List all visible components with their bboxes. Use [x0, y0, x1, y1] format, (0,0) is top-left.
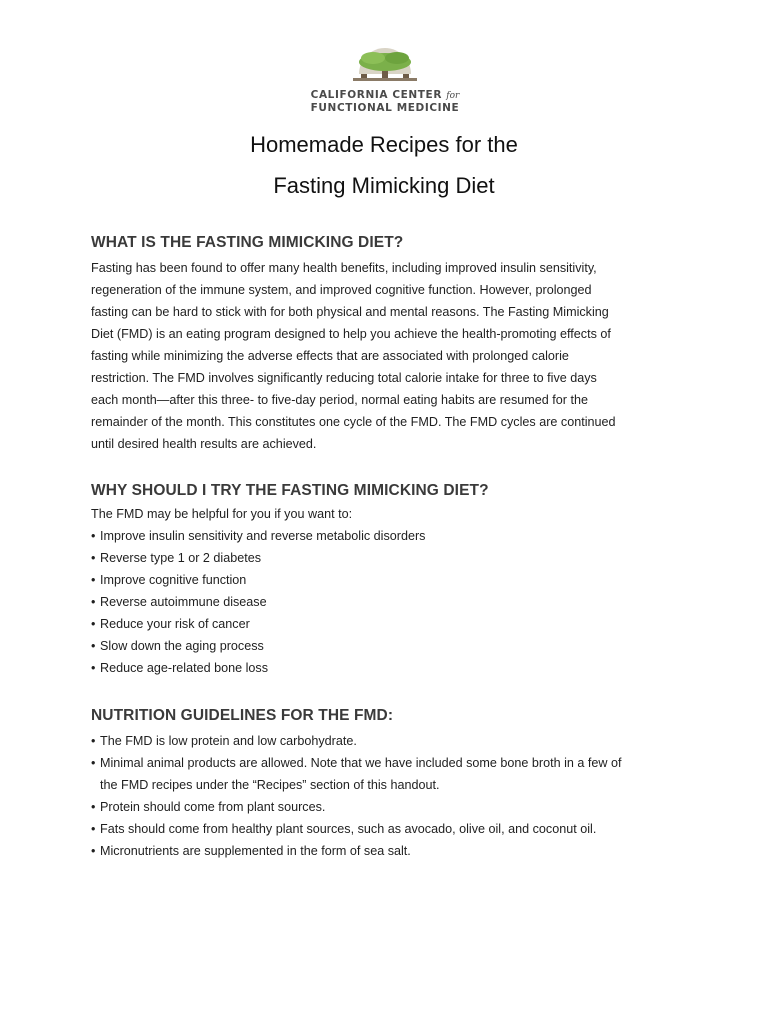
logo-text-line1: CALIFORNIA CENTER for	[310, 89, 460, 101]
bullet-icon: •	[91, 822, 96, 836]
bullet-icon: •	[91, 800, 96, 814]
guidelines-list	[91, 730, 691, 862]
section-heading-nutrition: NUTRITION GUIDELINES FOR THE FMD:	[91, 707, 394, 724]
paragraph-line: each month—after this three- to five-day period, normal eating habits are resumed for the	[91, 393, 589, 407]
paragraph-line: fasting can be hard to stick with for both physical and mental reasons. The Fasting Mimicking	[91, 305, 609, 319]
paragraph-line: restriction. The FMD involves significantly reducing total calorie intake for three to five days	[91, 371, 597, 385]
list-item: • Fats should come from healthy plant sources, such as avocado, olive oil, and coconut oil.	[91, 818, 691, 840]
paragraph-line: remainder of the month. This constitutes one cycle of the FMD. The FMD cycles are continued	[91, 415, 616, 429]
tree-logo-icon	[345, 40, 425, 86]
bullet-icon: •	[91, 734, 96, 748]
list-item: • Slow down the aging process	[91, 635, 691, 657]
bullet-icon: •	[91, 595, 96, 609]
bullet-icon: •	[91, 756, 96, 770]
bullet-icon: •	[91, 661, 96, 675]
section-heading-what: WHAT IS THE FASTING MIMICKING DIET?	[91, 234, 404, 251]
document-title-line1: Homemade Recipes for the	[250, 132, 518, 157]
bullet-icon: •	[91, 573, 96, 587]
list-item: • Reduce your risk of cancer	[91, 613, 691, 635]
section-intro-why: The FMD may be helpful for you if you want to:	[91, 507, 353, 521]
list-item: • Reverse autoimmune disease	[91, 591, 691, 613]
logo-text-line2: FUNCTIONAL MEDICINE	[310, 102, 460, 114]
organization-logo	[300, 40, 470, 116]
paragraph-line: until desired health results are achieved.	[91, 437, 317, 451]
list-item: • Minimal animal products are allowed. Note that we have included some bone broth in a few of the FMD recipes under the “Recipes” section of this handout.	[91, 752, 691, 796]
paragraph-line: Fasting has been found to offer many health benefits, including improved insulin sensitivity,	[91, 261, 597, 275]
list-item: • Micronutrients are supplemented in the form of sea salt.	[91, 840, 691, 862]
list-item: • Improve cognitive function	[91, 569, 691, 591]
bullet-icon: •	[91, 844, 96, 858]
list-item: • Protein should come from plant sources.	[91, 796, 691, 818]
section-paragraph-what	[91, 257, 681, 455]
paragraph-line: regeneration of the immune system, and improved cognitive function. However, prolonged	[91, 283, 592, 297]
benefits-list	[91, 525, 691, 679]
paragraph-line: Diet (FMD) is an eating program designed to help you achieve the health-promoting effects of	[91, 327, 611, 341]
bullet-icon: •	[91, 529, 96, 543]
bullet-icon: •	[91, 639, 96, 653]
section-heading-why: WHY SHOULD I TRY THE FASTING MIMICKING DIET?	[91, 482, 489, 499]
paragraph-line: fasting while minimizing the adverse effects that are associated with prolonged calorie	[91, 349, 569, 363]
list-item: • Improve insulin sensitivity and reverse metabolic disorders	[91, 525, 691, 547]
list-item: • Reverse type 1 or 2 diabetes	[91, 547, 691, 569]
document-title-line2: Fasting Mimicking Diet	[273, 173, 495, 198]
bullet-icon: •	[91, 551, 96, 565]
list-item: • The FMD is low protein and low carbohydrate.	[91, 730, 691, 752]
bullet-icon: •	[91, 617, 96, 631]
list-item: • Reduce age-related bone loss	[91, 657, 691, 679]
